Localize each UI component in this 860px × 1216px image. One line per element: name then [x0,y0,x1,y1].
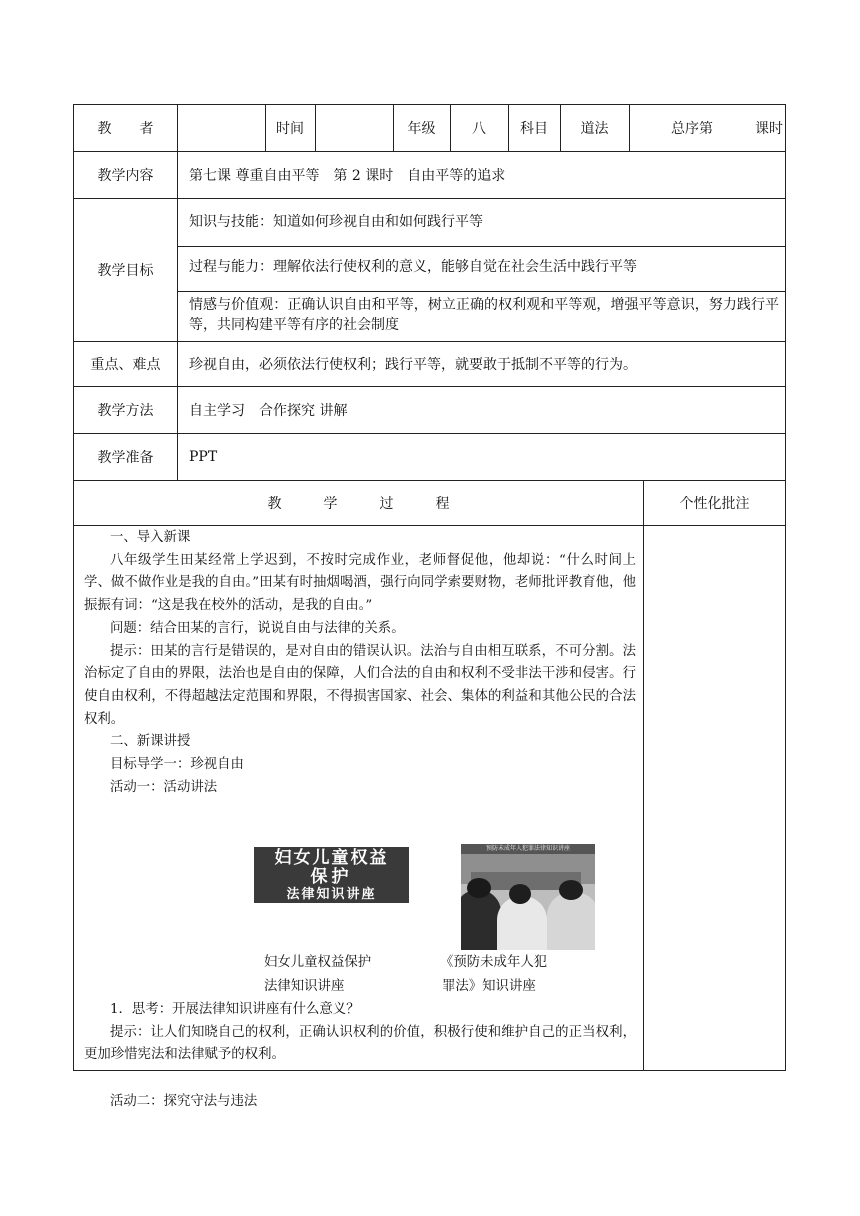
photo-person-left [461,890,501,950]
grade-label: 年级 [407,121,436,137]
intro-story: 八年级学生田某经常上学迟到，不按时完成作业，老师督促他，他却说：“什么时间上学、做不做作业是我的自由。”田某有时抽烟喝酒，强行向同学索要财物，老师批评教育他，他振振有词：“这是我在校外的活动，是我的自由。” [84,552,636,614]
caption-image1-line1: 妇女儿童权益保护 [264,955,372,970]
caption-image1 [264,951,371,999]
process-body-row [73,525,786,1109]
lesson-plan-table [73,104,786,1109]
process-title: 教 学 过 程 [267,496,450,512]
process-text-continued [84,999,636,1067]
teacher-value [178,105,264,151]
photo-person-right [547,892,595,950]
teacher-label: 教 者 [97,121,154,137]
photo-person-middle [497,896,547,950]
methods-label: 教学方法 [97,403,154,419]
caption-image2-line2: 罪法》知识讲座 [442,979,536,994]
header-row [73,104,786,151]
keypoints-label: 重点、难点 [90,357,161,373]
process-header-row [73,480,786,525]
goals-row [73,198,786,341]
caption-image1-line2: 法律知识讲座 [264,979,345,994]
grade-value: 八 [472,121,486,137]
prep-value: PPT [189,449,218,465]
content-value: 第七课 尊重自由平等 第 2 课时 自由平等的追求 [189,168,506,184]
photo-head-left [467,878,491,898]
intro-hint: 提示：田某的言行是错误的，是对自由的错误认识。法治与自由相互联系，不可分割。法治标定了自由的界限，法治也是自由的保障，人们合法的自由和权利不受非法干涉和侵害。行使自由权利，不得超越法定范围和界限，不得损害国家、社会、集体的利益和其他公民的合法权利。 [84,643,636,727]
time-label: 时间 [276,121,304,137]
caption-image2 [440,951,547,999]
photo-banner: 预防未成年人犯罪法律知识讲座 [461,844,595,854]
notes-label: 个性化批注 [679,496,750,512]
photo-head-middle [509,884,531,904]
subject-value: 道法 [580,121,609,137]
think-hint: 提示：让人们知晓自己的权利，正确认识权利的价值，积极行使和维护自己的正当权利，更加珍惜宪法和法律赋予的权利。 [84,1024,636,1063]
subject-label: 科目 [520,121,548,137]
image1-line2: 保护 [310,867,353,887]
intro-heading: 一、导入新课 [110,530,191,545]
prep-row [73,433,786,480]
image1-line3: 法律知识讲座 [286,887,377,902]
methods-row [73,386,786,433]
image1-line1: 妇女儿童权益 [274,848,389,868]
goal-one-heading: 目标导学一：珍视自由 [110,757,244,773]
time-value [316,105,392,151]
content-label: 教学内容 [97,168,154,184]
new-lesson-heading: 二、新课讲授 [110,734,191,750]
content-row [73,151,786,198]
intro-question: 问题：结合田某的言行，说说自由与法律的关系。 [110,620,405,636]
caption-image2-line1: 《预防未成年人犯 [440,955,548,970]
activity-two-heading: 活动二：探究守法与违法 [110,1094,258,1109]
activity-one-heading: 活动一：活动讲法 [110,779,218,795]
total-lessons-label: 总序第 课时 [671,121,783,137]
goal-process: 过程与能力：理解依法行使权利的意义，能够自觉在社会生活中践行平等 [189,259,637,275]
photo-head-right [559,880,583,900]
methods-value: 自主学习 合作探究 讲解 [189,403,348,419]
goals-label: 教学目标 [97,263,154,279]
keypoints-row [73,341,786,386]
goal-values: 情感与价值观：正确认识自由和平等，树立正确的权利观和平等观，增强平等意识，努力践行平等，共同构建平等有序的社会制度 [189,297,779,333]
goal-knowledge: 知识与技能：知道如何珍视自由和如何践行平等 [189,214,483,230]
think-question: 1．思考：开展法律知识讲座有什么意义？ [110,1002,360,1017]
women-children-rights-lecture-image [254,847,409,903]
keypoints-value: 珍视自由，必须依法行使权利；践行平等，就要敢于抵制不平等的行为。 [189,357,637,373]
juvenile-crime-lecture-photo [461,844,595,950]
process-text [84,527,636,799]
prep-label: 教学准备 [97,450,154,466]
